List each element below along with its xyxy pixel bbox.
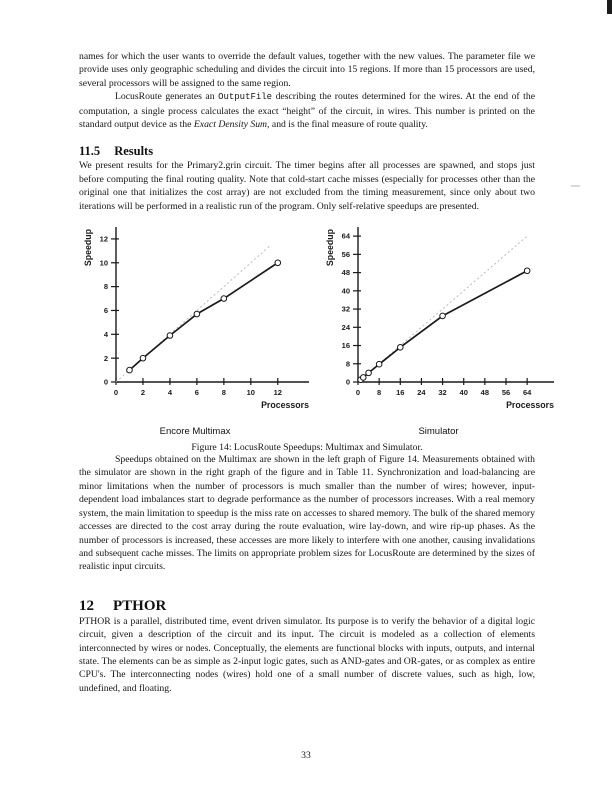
svg-text:8: 8	[103, 282, 108, 292]
svg-text:8: 8	[221, 388, 226, 398]
text-segment: LocusRoute generates an	[115, 91, 219, 103]
simulator-chart	[321, 222, 556, 437]
svg-text:16: 16	[341, 341, 350, 351]
multimax-chart-plot	[79, 222, 311, 418]
scan-artifact-stray	[571, 185, 580, 187]
figure-caption: Figure 14: LocusRoute Speedups: Multimax and Simulator.	[191, 442, 423, 454]
page-number: 33	[301, 750, 311, 761]
svg-text:4: 4	[167, 388, 173, 398]
svg-text:64: 64	[522, 388, 532, 398]
svg-text:8: 8	[377, 388, 382, 398]
svg-text:10: 10	[99, 258, 108, 268]
svg-text:4: 4	[103, 329, 108, 339]
page-content	[79, 50, 554, 695]
svg-text:24: 24	[341, 322, 350, 332]
svg-text:0: 0	[355, 388, 361, 398]
charts-row	[79, 222, 554, 438]
section-title: PTHOR	[113, 597, 167, 614]
svg-text:8: 8	[345, 359, 350, 369]
svg-text:Processors: Processors	[506, 400, 554, 411]
simulator-chart-plot	[321, 222, 556, 418]
paragraph-parameter-file: names for which the user wants to override the default values, together with the new values. The parameter file we provide uses only geographic scheduling and divides the circuit into 15 regions. If more than 15 processors are used, several processors will be assigned to the same region.	[79, 51, 535, 89]
svg-text:12: 12	[99, 234, 108, 244]
paragraph-pthor-intro: PTHOR is a parallel, distributed time, event driven simulator. Its purpose is to verify the behavior of a digital logic circuit, given a description of the circuit and its input. The circuit is modeled as a collection of elements interconnected by wires or nodes. Conceptually, the elements are functional blocks with inputs, outputs, and internal state. The elements can be as simple as 2-input logic gates, such as AND-gates and OR-gates, or as complex as entire CPU's. The interconnecting nodes (wires) hold one of a small number of discrete values, such as high, low, undefined, and floating.	[79, 615, 535, 694]
text-segment: describing the routes determined for the wires. At the end of the computation, a single process calculates the exact “height” of the circuit, in wires. This number is printed on the standard output device as the	[79, 91, 535, 131]
multimax-chart-title: Encore Multimax	[159, 426, 231, 438]
svg-text:24: 24	[417, 388, 426, 398]
svg-text:64: 64	[341, 231, 350, 241]
svg-text:2: 2	[140, 388, 146, 398]
svg-text:48: 48	[341, 268, 350, 278]
scan-artifact-corner	[607, 0, 612, 14]
svg-text:48: 48	[480, 388, 490, 398]
paragraph-results-intro: We present results for the Primary2.grin circuit. The timer begins after all processes are spawned, and stops just before computing the final routing quality. Note that cold-start cache misses (especially for processes other than the original one that initializes the cost array) are not excluded from the timing measurement, since only about two iterations will be performed in a realistic run of the program. Only self-relative speedups are presented.	[79, 160, 535, 212]
svg-text:16: 16	[396, 388, 405, 398]
section-number: 11.5	[79, 144, 101, 159]
text-segment: , and is the final measure of route quality.	[267, 119, 428, 131]
svg-text:12: 12	[273, 388, 282, 398]
svg-text:Speedup: Speedup	[325, 229, 335, 267]
code-outputfile: OutputFile	[218, 92, 273, 103]
section-heading-pthor	[79, 598, 535, 615]
svg-text:2: 2	[103, 353, 108, 363]
svg-text:0: 0	[103, 377, 108, 387]
svg-text:40: 40	[341, 286, 350, 296]
svg-text:32: 32	[341, 304, 350, 314]
paragraph-outputfile	[79, 90, 535, 131]
simulator-chart-title: Simulator	[418, 426, 459, 438]
paragraph-speedups-discussion: Speedups obtained on the Multimax are shown in the left graph of Figure 14. Measurements obtained with the simulator are shown in the right graph of the figure and in Table 11. Synchronization and load-balancing are minor limitations when the number of processors is much smaller than the number of wires; however, input-dependent load imbalances start to degrade performance as the number of processors increases. With a real memory system, the main limitation to speedup is the miss rate on accesses to shared memory. The bulk of the shared memory accesses are directed to the cost array during the route evaluation, wire lay-down, and wire rip-up phases. As the number of processors is increased, these accesses are more likely to interfere with one another, causing invalidations and subsequent cache misses. The limits on appropriate problem sizes for LocusRoute are determined by the sizes of realistic input circuits.	[79, 454, 535, 573]
term-exact-density-sum: Exact Density Sum	[193, 119, 268, 131]
svg-text:10: 10	[246, 388, 255, 398]
svg-text:0: 0	[345, 377, 350, 387]
section-heading-results	[79, 144, 535, 159]
svg-text:56: 56	[501, 388, 511, 398]
figure-14	[79, 222, 554, 454]
section-title: Results	[114, 144, 154, 159]
svg-text:32: 32	[438, 388, 447, 398]
svg-text:6: 6	[103, 306, 108, 316]
svg-text:0: 0	[113, 388, 119, 398]
multimax-chart	[79, 222, 311, 437]
svg-text:40: 40	[459, 388, 468, 398]
section-number: 12	[79, 597, 94, 614]
svg-text:56: 56	[341, 250, 350, 260]
svg-text:6: 6	[194, 388, 199, 398]
svg-text:Speedup: Speedup	[83, 229, 93, 267]
svg-text:Processors: Processors	[261, 400, 309, 411]
